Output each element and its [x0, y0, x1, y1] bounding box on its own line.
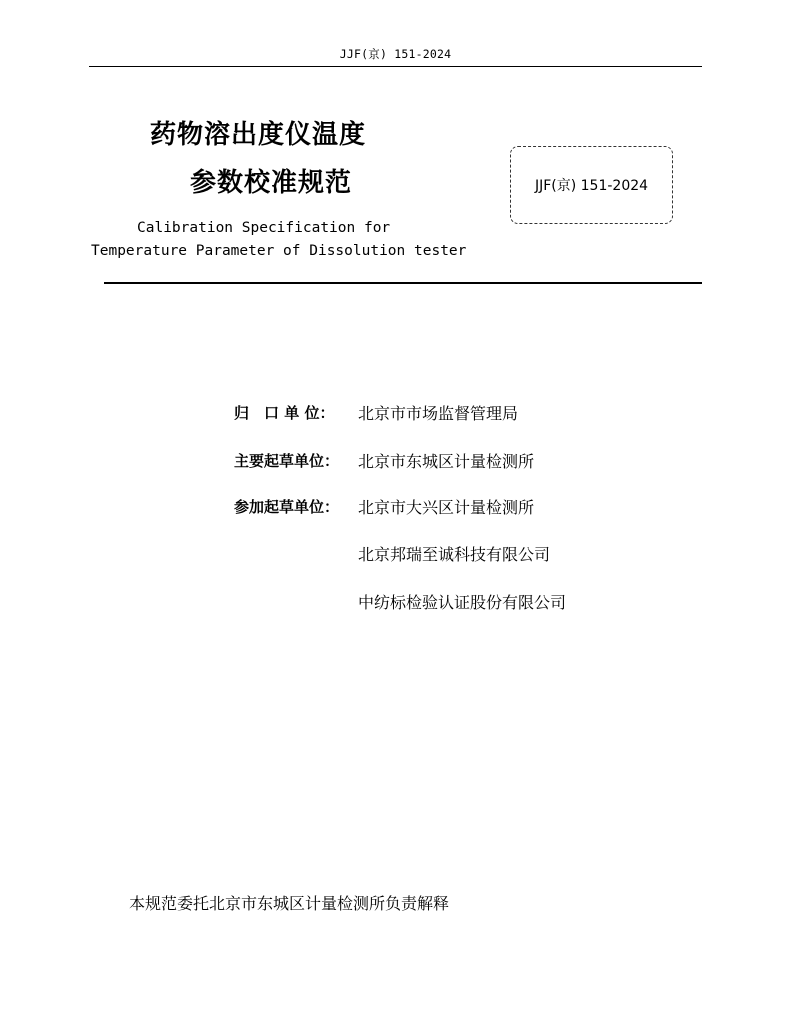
org-value-participating-unit-1: 北京市大兴区计量检测所: [358, 498, 535, 517]
title-english-line-2: Temperature Parameter of Dissolution tester: [91, 243, 467, 259]
org-label-main-drafting-unit: 主要起草单位：: [234, 452, 340, 470]
standard-code-text: JJF(京) 151-2024: [534, 178, 649, 194]
interpretation-note: 本规范委托北京市东城区计量检测所负责解释: [129, 894, 450, 913]
header-divider: [89, 66, 702, 67]
title-chinese-line-1: 药物溶出度仪温度: [150, 120, 367, 150]
header-standard-code: JJF(京) 151-2024: [339, 47, 452, 61]
title-divider: [104, 282, 702, 284]
org-label-participating-drafting-unit: 参加起草单位：: [234, 498, 340, 516]
org-value-participating-unit-2: 北京邦瑞至诚科技有限公司: [358, 545, 551, 564]
org-value-participating-unit-3: 中纺标检验认证股份有限公司: [358, 593, 567, 612]
title-english-line-1: Calibration Specification for: [137, 220, 391, 236]
org-value-main-drafting-unit: 北京市东城区计量检测所: [358, 452, 535, 471]
org-value-responsible-unit: 北京市市场监督管理局: [358, 404, 519, 423]
standard-code-box: [510, 146, 673, 224]
org-label-responsible-unit: 归 口 单 位：: [234, 404, 335, 422]
title-chinese-line-2: 参数校准规范: [190, 168, 353, 198]
